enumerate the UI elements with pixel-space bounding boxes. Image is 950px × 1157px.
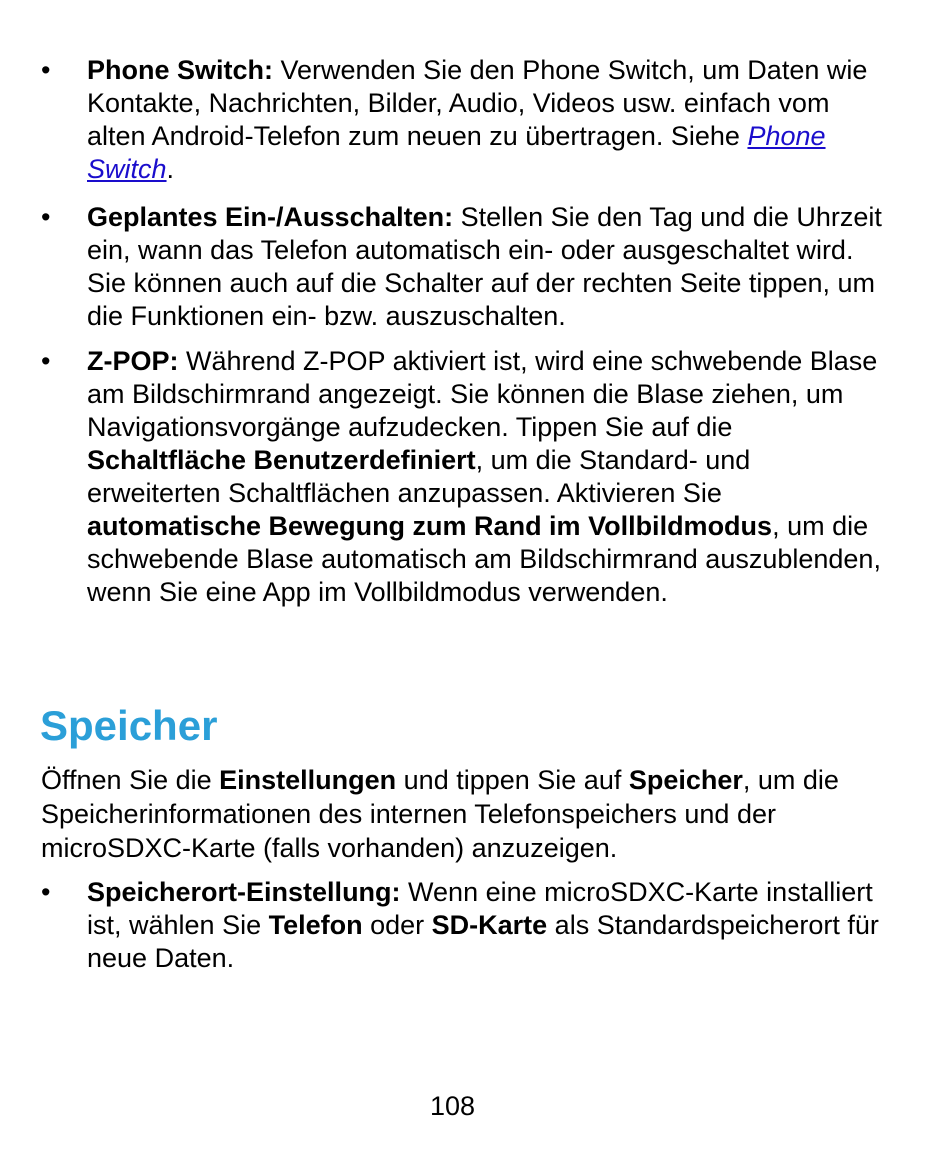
bullet-icon: •: [41, 55, 51, 85]
page-number: 108: [429, 1091, 476, 1121]
item-text: als Standardspeicherort für neue Daten.: [87, 910, 879, 973]
item-label: Z-POP:: [87, 346, 179, 376]
bullet-icon: •: [41, 346, 51, 376]
bullet-icon: •: [41, 202, 51, 232]
intro-text: Öffnen Sie die: [41, 765, 220, 795]
intro-text: , um die Speicherinformationen des internen Telefonspeichers und der microSDXC-Karte (falls vorhanden) anzuzeigen.: [41, 765, 839, 863]
intro-text: und tippen Sie auf: [396, 765, 629, 795]
item-text: , um die Standard- und erweiterten Schaltflächen anzupassen. Aktivieren Sie: [87, 445, 751, 508]
section-intro: [41, 763, 901, 865]
phone-switch-link[interactable]: Phone Switch: [87, 121, 826, 184]
item-text: .: [166, 154, 175, 184]
item-label: Geplantes Ein-/Ausschalten:: [87, 202, 454, 232]
item-text: , um die schwebende Blase automatisch am Bildschirmrand auszublenden, wenn Sie eine App im Vollbildmodus verwenden.: [87, 511, 881, 607]
list-item-zpop: [0, 345, 950, 609]
storage-list: [0, 876, 950, 975]
intro-emphasis: Einstellungen: [219, 765, 397, 795]
intro-emphasis: Speicher: [628, 765, 743, 795]
item-label: Phone Switch:: [87, 55, 274, 85]
feature-list: [0, 54, 950, 609]
item-text: oder: [362, 910, 432, 940]
list-item-storage-location: [0, 876, 950, 975]
section-heading: Speicher: [40, 702, 218, 749]
item-emphasis: Telefon: [268, 910, 363, 940]
item-emphasis: Schaltfläche Benutzerdefiniert: [87, 445, 476, 475]
list-item-phone-switch: [0, 54, 950, 186]
item-text: Verwenden Sie den Phone Switch, um Daten wie Kontakte, Nachrichten, Bilder, Audio, Videos usw. einfach vom alten Android-Telefon zum neuen zu übertragen. Siehe: [87, 55, 868, 151]
item-label: Speicherort-Einstellung:: [87, 877, 401, 907]
item-text: Während Z-POP aktiviert ist, wird eine schwebende Blase am Bildschirmrand angezeigt. Sie können die Blase ziehen, um Navigationsvorgänge aufzudecken. Tippen Sie auf die: [87, 346, 878, 442]
item-text: Stellen Sie den Tag und die Uhrzeit ein, wann das Telefon automatisch ein- oder ausgeschaltet wird. Sie können auch auf die Schalter auf der rechten Seite tippen, um die Funktionen ein- bzw. auszuschalten.: [87, 202, 882, 331]
item-emphasis: automatische Bewegung zum Rand im Vollbildmodus: [87, 511, 773, 541]
list-item-planned-power: [0, 201, 950, 333]
bullet-icon: •: [41, 877, 51, 907]
item-text: Wenn eine microSDXC-Karte installiert ist, wählen Sie: [87, 877, 873, 940]
item-emphasis: SD-Karte: [431, 910, 548, 940]
